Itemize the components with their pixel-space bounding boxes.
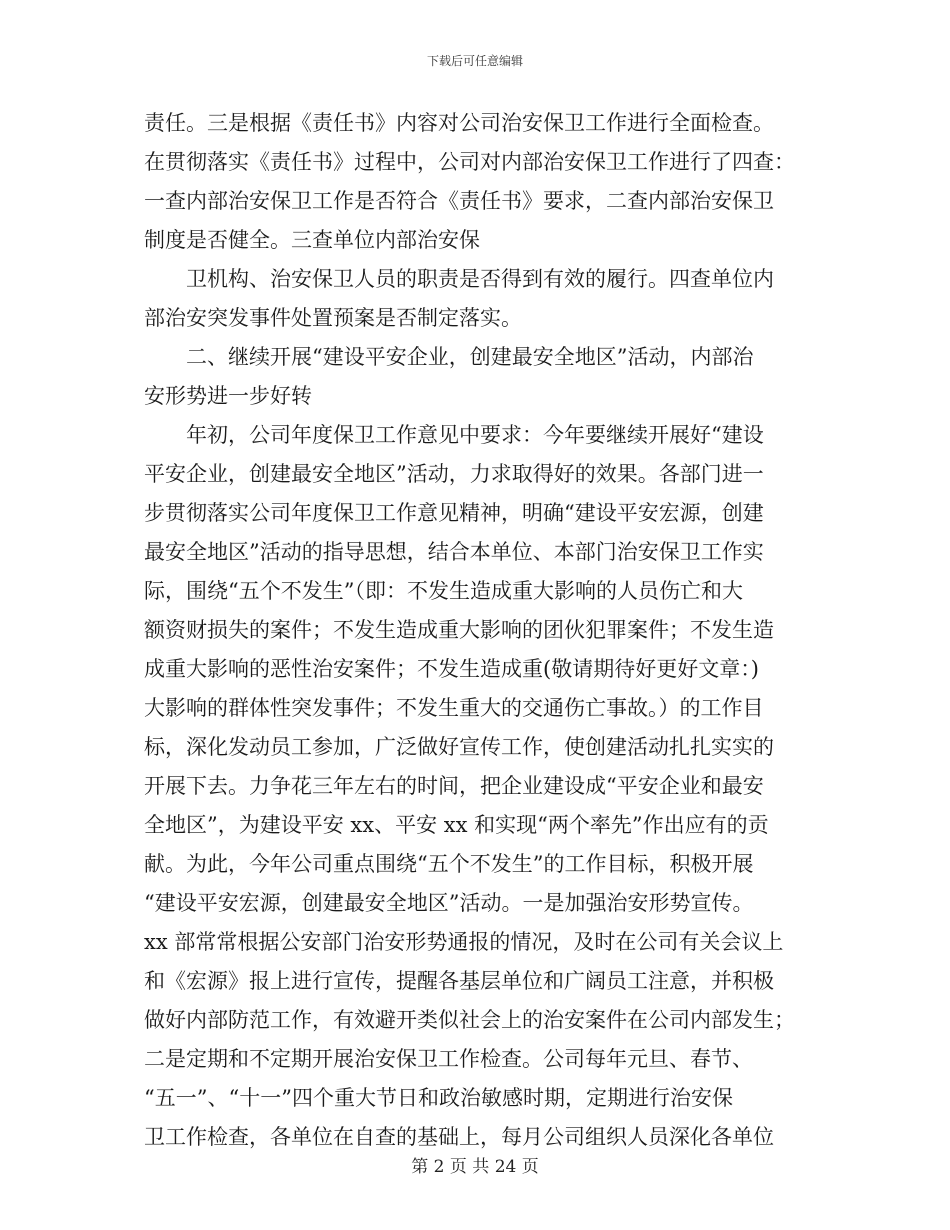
text-line: 步贯彻落实公司年度保卫工作意见精神，明确“建设平安宏源，创建 <box>144 501 764 525</box>
text-line: 大影响的群体性突发事件；不发生重大的交通伤亡事故。）的工作目 <box>144 696 764 720</box>
page-footer: 第 2 页 共 24 页 <box>411 1157 539 1177</box>
text-line: xx 部常常根据公安部门治安形势通报的情况，及时在公司有关会议上 <box>144 930 784 954</box>
text-line: 开展下去。力争花三年左右的时间，把企业建设成“平安企业和最安 <box>144 774 764 798</box>
text-line: 卫工作检查，各单位在自查的基础上，每月公司组织人员深化各单位 <box>144 1125 774 1149</box>
text-line: 成重大影响的恶性治安案件；不发生造成重(敬请期待好更好文章：) <box>144 657 759 681</box>
text-line: 年初，公司年度保卫工作意见中要求：今年要继续开展好“建设 <box>144 423 764 447</box>
text-line: 制度是否健全。三查单位内部治安保 <box>144 228 480 252</box>
text-line: 二、继续开展“建设平安企业，创建最安全地区”活动，内部治 <box>144 345 754 369</box>
text-line: “五一”、“十一”四个重大节日和政治敏感时期，定期进行治安保 <box>144 1086 733 1110</box>
text-line: 标，深化发动员工参加，广泛做好宣传工作，使创建活动扎扎实实的 <box>144 735 774 759</box>
page-header: 下载后可任意编辑 <box>426 54 523 68</box>
document-body <box>144 104 814 1157</box>
text-line: 责任。三是根据《责任书》内容对公司治安保卫工作进行全面检查。 <box>144 111 774 135</box>
text-line: 最安全地区”活动的指导思想，结合本单位、本部门治安保卫工作实 <box>144 540 764 564</box>
text-line: 和《宏源》报上进行宣传，提醒各基层单位和广阔员工注意，并积极 <box>144 969 774 993</box>
text-line: 际，围绕“五个不发生”（即：不发生造成重大影响的人员伤亡和大 <box>144 579 743 603</box>
text-line: 额资财损失的案件；不发生造成重大影响的团伙犯罪案件；不发生造 <box>144 618 774 642</box>
text-line: 平安企业，创建最安全地区”活动，力求取得好的效果。各部门进一 <box>144 462 764 486</box>
text-line: 二是定期和不定期开展治安保卫工作检查。公司每年元旦、春节、 <box>144 1047 753 1071</box>
text-line: 部治安突发事件处置预案是否制定落实。 <box>144 306 522 330</box>
text-line: 全地区”，为建设平安 xx、平安 xx 和实现“两个率先”作出应有的贡 <box>144 813 769 837</box>
text-line: 在贯彻落实《责任书》过程中，公司对内部治安保卫工作进行了四查： <box>144 150 795 174</box>
text-line: 卫机构、治安保卫人员的职责是否得到有效的履行。四查单位内 <box>144 267 774 291</box>
text-line: 献。为此，今年公司重点围绕“五个不发生”的工作目标，积极开展 <box>144 852 754 876</box>
text-line: 一查内部治安保卫工作是否符合《责任书》要求，二查内部治安保卫 <box>144 189 774 213</box>
text-line: 安形势进一步好转 <box>144 384 312 408</box>
text-line: “建设平安宏源，创建最安全地区”活动。一是加强治安形势宣传。 <box>144 891 754 915</box>
text-line: 做好内部防范工作，有效避开类似社会上的治安案件在公司内部发生； <box>144 1008 795 1032</box>
